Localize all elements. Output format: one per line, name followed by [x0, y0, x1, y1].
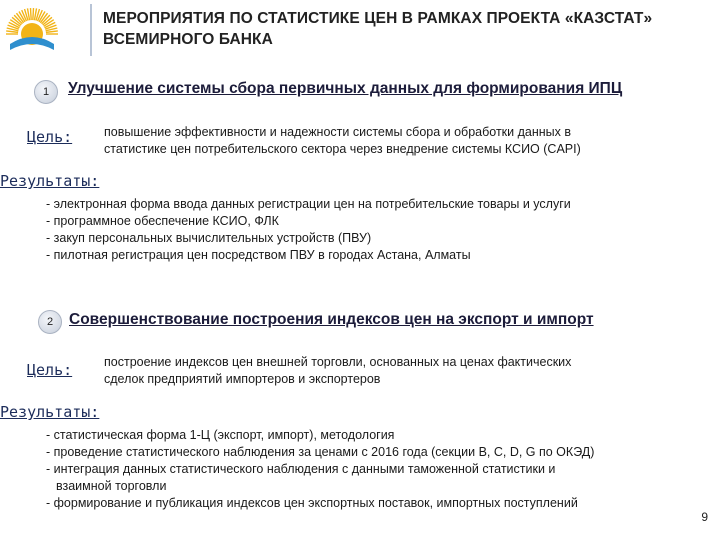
list-item: - проведение статистического наблюдения за ценами с 2016 года (секции B, C, D, G по ОКЭД) [46, 445, 595, 459]
section-1-title: Улучшение системы сбора первичных данных для формирования ИПЦ [68, 80, 623, 97]
list-item: - пилотная регистрация цен посредством ПВУ в городах Астана, Алматы [46, 248, 471, 262]
section-2-goal-line-2: сделок предприятий импортеров и экспортеров [104, 372, 381, 386]
section-1-results-list [46, 196, 571, 264]
section-2-goal-line-1: построение индексов цен внешней торговли, основанных на ценах фактических [104, 355, 572, 369]
section-1-goal-line-2: статистике цен потребительского сектора через внедрение системы КСИО (CAPI) [104, 142, 581, 156]
list-item: - электронная форма ввода данных регистрации цен на потребительские товары и услуги [46, 197, 571, 211]
list-item: - интеграция данных статистического наблюдения с данными таможенной статистики и [46, 462, 556, 476]
section-2-title: Совершенствование построения индексов цен на экспорт и импорт [69, 311, 594, 328]
section-1-results-label: Результаты: [0, 172, 100, 190]
page-number: 9 [701, 510, 708, 524]
page-title-line-1: МЕРОПРИЯТИЯ ПО СТАТИСТИКЕ ЦЕН В РАМКАХ ПРОЕКТА «КАЗСТАТ» [103, 10, 653, 27]
section-1-goal-label: Цель: [27, 128, 73, 146]
list-item: - формирование и публикация индексов цен экспортных поставок, импортных поступлений [46, 496, 578, 510]
page-title [103, 8, 703, 50]
list-item: - статистическая форма 1-Ц (экспорт, импорт), методология [46, 428, 395, 442]
header-divider [90, 4, 92, 56]
list-item: взаимной торговли [56, 479, 167, 493]
section-1-number-badge: 1 [34, 80, 58, 104]
section-1-goal-text [104, 124, 581, 158]
section-2-number-badge: 2 [38, 310, 62, 334]
section-1-goal-line-1: повышение эффективности и надежности системы сбора и обработки данных в [104, 125, 572, 139]
page-title-line-2: ВСЕМИРНОГО БАНКА [103, 31, 273, 48]
section-2-goal-text [104, 354, 571, 388]
kazstat-logo-icon [4, 4, 60, 60]
list-item: - программное обеспечение КСИО, ФЛК [46, 214, 279, 228]
section-2-results-list [46, 427, 594, 512]
section-2-goal-label: Цель: [27, 361, 73, 379]
list-item: - закуп персональных вычислительных устройств (ПВУ) [46, 231, 372, 245]
section-2-results-label: Результаты: [0, 403, 100, 421]
